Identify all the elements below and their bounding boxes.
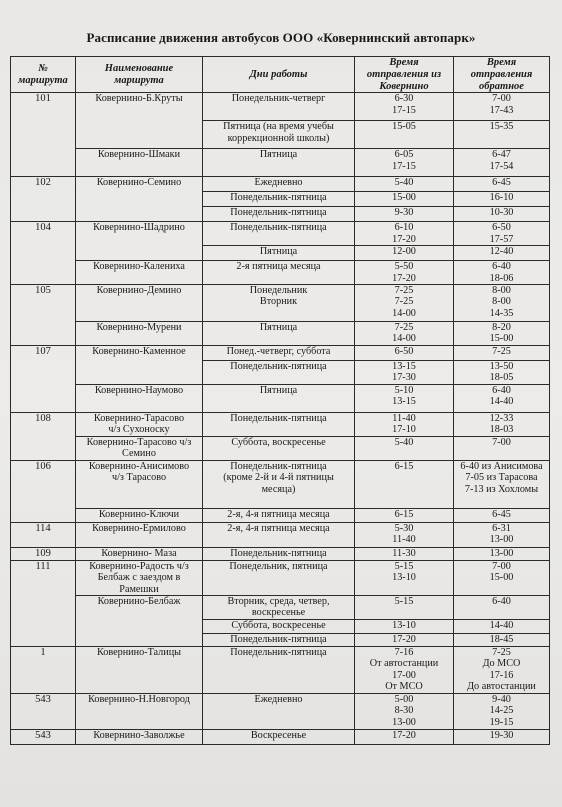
working-days-cell: Ежедневно	[203, 693, 355, 729]
working-days-cell: Понедельник-пятница	[203, 412, 355, 436]
return-time-cell: 10-30	[454, 207, 550, 222]
working-days-cell: Ежедневно	[203, 177, 355, 192]
return-time-cell: 6-40 из Анисимова 7-05 из Тарасова 7-13 из Хохломы	[454, 460, 550, 508]
route-number-cell: 543	[11, 729, 76, 744]
working-days-cell: Пятница	[203, 149, 355, 177]
route-name-cell: Ковернино-Талицы	[76, 647, 203, 694]
working-days-cell: Пятница	[203, 384, 355, 412]
route-name-cell: Ковернино-Б.Круты	[76, 93, 203, 149]
working-days-cell: Понедельник-пятница	[203, 547, 355, 560]
route-number-cell: 105	[11, 284, 76, 345]
route-number-cell: 109	[11, 547, 76, 560]
return-time-cell: 6-45	[454, 508, 550, 522]
departure-time-cell: 7-16 От автостанции 17-00 От МСО	[355, 647, 454, 694]
table-row	[11, 177, 550, 192]
departure-time-cell: 6-05 17-15	[355, 149, 454, 177]
departure-time-cell: 17-20	[355, 729, 454, 744]
route-name-cell: Ковернино-Шадрино	[76, 222, 203, 261]
return-time-cell: 6-40 14-40	[454, 384, 550, 412]
working-days-cell: Суббота, воскресенье	[203, 436, 355, 460]
route-name-cell: Ковернино-Каменное	[76, 345, 203, 384]
table-row	[11, 508, 550, 522]
departure-time-cell: 7-25 7-25 14-00	[355, 284, 454, 321]
header-route-name: Наименование маршрута	[76, 57, 203, 93]
route-number-cell: 543	[11, 693, 76, 729]
route-name-cell: Ковернино-Тарасово ч/з Сухоноску	[76, 412, 203, 436]
return-time-cell: 7-00 17-43	[454, 93, 550, 121]
route-number-cell: 107	[11, 345, 76, 412]
table-row	[11, 222, 550, 246]
table-row	[11, 321, 550, 345]
table-row	[11, 729, 550, 744]
working-days-cell: Понедельник-пятница	[203, 360, 355, 384]
departure-time-cell: 6-15	[355, 508, 454, 522]
table-row	[11, 436, 550, 460]
working-days-cell: 2-я пятница месяца	[203, 261, 355, 285]
return-time-cell: 12-40	[454, 246, 550, 261]
working-days-cell: Понедельник-пятница (кроме 2-й и 4-й пятницы месяца)	[203, 460, 355, 508]
working-days-cell: Понедельник-пятница	[203, 222, 355, 246]
departure-time-cell: 13-10	[355, 620, 454, 634]
table-row	[11, 93, 550, 121]
departure-time-cell: 13-15 17-30	[355, 360, 454, 384]
working-days-cell: Пятница	[203, 321, 355, 345]
route-number-cell: 114	[11, 522, 76, 547]
return-time-cell: 7-25	[454, 345, 550, 360]
working-days-cell: Понедельник-пятница	[203, 647, 355, 694]
table-row	[11, 547, 550, 560]
return-time-cell: 9-40 14-25 19-15	[454, 693, 550, 729]
route-name-cell: Ковернино-Тарасово ч/з Семино	[76, 436, 203, 460]
route-name-cell: Ковернино-Семино	[76, 177, 203, 222]
working-days-cell: Понедельник-пятница	[203, 207, 355, 222]
route-number-cell: 106	[11, 460, 76, 522]
route-name-cell: Ковернино-Демино	[76, 284, 203, 321]
route-name-cell: Ковернино-Белбаж	[76, 596, 203, 647]
table-row	[11, 460, 550, 508]
departure-time-cell: 15-05	[355, 121, 454, 149]
departure-time-cell: 5-15 13-10	[355, 560, 454, 595]
return-time-cell: 18-45	[454, 634, 550, 647]
header-departure-time: Время отправления из Ковернино	[355, 57, 454, 93]
working-days-cell: Понедельник Вторник	[203, 284, 355, 321]
header-working-days: Дни работы	[203, 57, 355, 93]
departure-time-cell: 6-15	[355, 460, 454, 508]
return-time-cell: 19-30	[454, 729, 550, 744]
route-name-cell: Ковернино-Наумово	[76, 384, 203, 412]
departure-time-cell: 5-40	[355, 436, 454, 460]
working-days-cell: Понед.-четверг, суббота	[203, 345, 355, 360]
departure-time-cell: 5-10 13-15	[355, 384, 454, 412]
working-days-cell: Понедельник-пятница	[203, 634, 355, 647]
departure-time-cell: 15-00	[355, 192, 454, 207]
return-time-cell: 8-00 8-00 14-35	[454, 284, 550, 321]
return-time-cell: 8-20 15-00	[454, 321, 550, 345]
return-time-cell: 13-50 18-05	[454, 360, 550, 384]
departure-time-cell: 17-20	[355, 634, 454, 647]
departure-time-cell: 12-00	[355, 246, 454, 261]
route-number-cell: 102	[11, 177, 76, 222]
page-title: Расписание движения автобусов ООО «Ковернинский автопарк»	[86, 30, 476, 45]
table-row	[11, 284, 550, 321]
return-time-cell: 6-50 17-57	[454, 222, 550, 246]
route-number-cell: 111	[11, 560, 76, 646]
table-row	[11, 412, 550, 436]
working-days-cell: Суббота, воскресенье	[203, 620, 355, 634]
departure-time-cell: 6-30 17-15	[355, 93, 454, 121]
departure-time-cell: 11-40 17-10	[355, 412, 454, 436]
table-row	[11, 596, 550, 620]
working-days-cell: Пятница (на время учебы коррекционной школы)	[203, 121, 355, 149]
table-row	[11, 345, 550, 360]
working-days-cell: 2-я, 4-я пятница месяца	[203, 522, 355, 547]
return-time-cell: 12-33 18-03	[454, 412, 550, 436]
return-time-cell: 14-40	[454, 620, 550, 634]
departure-time-cell: 5-00 8-30 13-00	[355, 693, 454, 729]
table-row	[11, 560, 550, 595]
working-days-cell: Понедельник, пятница	[203, 560, 355, 595]
route-name-cell: Ковернино-Мурени	[76, 321, 203, 345]
departure-time-cell: 5-30 11-40	[355, 522, 454, 547]
working-days-cell: Понедельник-пятница	[203, 192, 355, 207]
table-row	[11, 522, 550, 547]
header-route-number: № маршрута	[11, 57, 76, 93]
route-name-cell: Ковернино-Шмаки	[76, 149, 203, 177]
route-number-cell: 104	[11, 222, 76, 285]
return-time-cell: 7-25 До МСО 17-16 До автостанции	[454, 647, 550, 694]
return-time-cell: 6-40	[454, 596, 550, 620]
route-name-cell: Ковернино-Радость ч/з Белбаж с заездом в Рамешки	[76, 560, 203, 595]
departure-time-cell: 5-15	[355, 596, 454, 620]
departure-time-cell: 11-30	[355, 547, 454, 560]
departure-time-cell: 5-40	[355, 177, 454, 192]
return-time-cell: 6-47 17-54	[454, 149, 550, 177]
table-row	[11, 149, 550, 177]
route-name-cell: Ковернино-Ермилово	[76, 522, 203, 547]
return-time-cell: 13-00	[454, 547, 550, 560]
working-days-cell: Понедельник-четверг	[203, 93, 355, 121]
return-time-cell: 6-45	[454, 177, 550, 192]
route-name-cell: Ковернино-Калениха	[76, 261, 203, 285]
working-days-cell: Воскресенье	[203, 729, 355, 744]
departure-time-cell: 7-25 14-00	[355, 321, 454, 345]
return-time-cell: 7-00	[454, 436, 550, 460]
table-row	[11, 647, 550, 694]
route-name-cell: Ковернино-Н.Новгород	[76, 693, 203, 729]
return-time-cell: 15-35	[454, 121, 550, 149]
departure-time-cell: 5-50 17-20	[355, 261, 454, 285]
departure-time-cell: 6-10 17-20	[355, 222, 454, 246]
table-row	[11, 384, 550, 412]
route-name-cell: Ковернино-Анисимово ч/з Тарасово	[76, 460, 203, 508]
working-days-cell: Вторник, среда, четвер, воскресенье	[203, 596, 355, 620]
departure-time-cell: 6-50	[355, 345, 454, 360]
schedule-table	[10, 56, 550, 745]
route-name-cell: Ковернино-Ключи	[76, 508, 203, 522]
departure-time-cell: 9-30	[355, 207, 454, 222]
route-name-cell: Ковернино- Маза	[76, 547, 203, 560]
table-row	[11, 261, 550, 285]
header-return-time: Время отправления обратное	[454, 57, 550, 93]
return-time-cell: 6-40 18-06	[454, 261, 550, 285]
working-days-cell: 2-я, 4-я пятница месяца	[203, 508, 355, 522]
route-number-cell: 108	[11, 412, 76, 460]
return-time-cell: 16-10	[454, 192, 550, 207]
route-number-cell: 1	[11, 647, 76, 694]
return-time-cell: 6-31 13-00	[454, 522, 550, 547]
route-number-cell: 101	[11, 93, 76, 177]
header-row	[11, 57, 550, 93]
working-days-cell: Пятница	[203, 246, 355, 261]
table-row	[11, 693, 550, 729]
route-name-cell: Ковернино-Заволжье	[76, 729, 203, 744]
return-time-cell: 7-00 15-00	[454, 560, 550, 595]
